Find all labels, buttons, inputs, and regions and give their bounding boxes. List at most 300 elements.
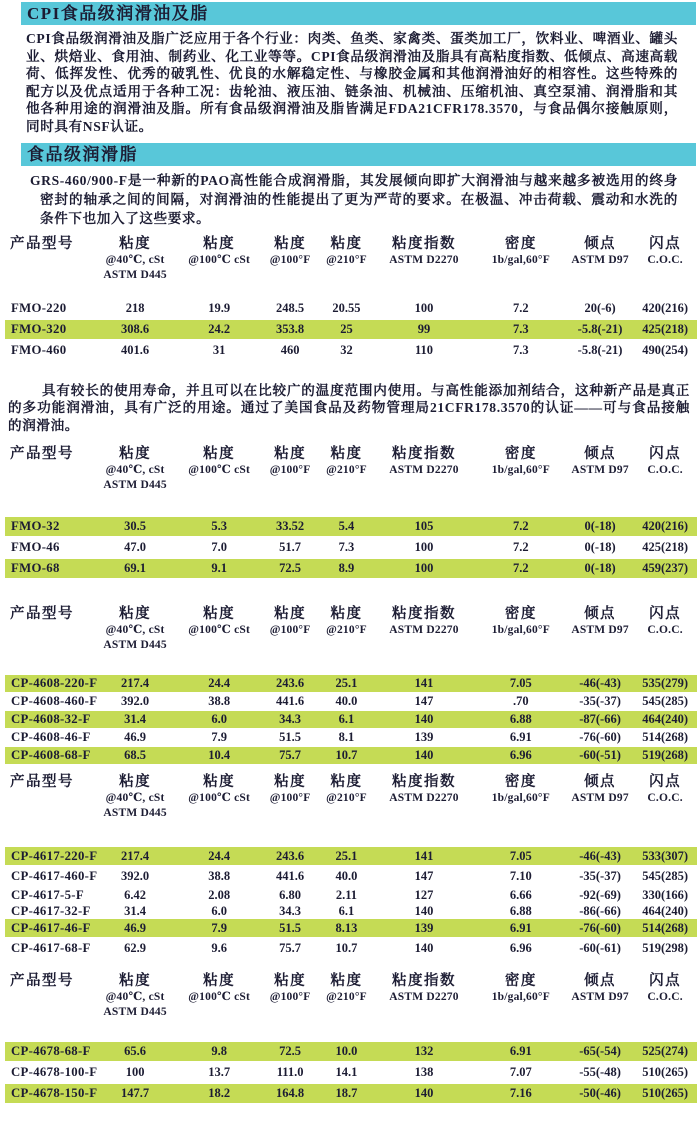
value-cell: 24.4 [208, 676, 231, 691]
header-sub-label: @100℃ cSt [188, 624, 251, 637]
value-cell: 425(218) [642, 540, 689, 555]
header-label: 粘度指数 [391, 774, 456, 791]
value-cell: 545(285) [642, 869, 689, 884]
header-label: 粘度指数 [391, 446, 456, 463]
value-cell: 141 [414, 676, 434, 691]
value-cell: 401.6 [121, 342, 150, 357]
column-header [373, 236, 475, 268]
value-cell: 31 [212, 342, 226, 357]
value-cell: 217.4 [121, 849, 150, 864]
header-label: 密度 [504, 446, 537, 463]
value-cell: 51.7 [279, 540, 302, 555]
column-header [475, 236, 567, 268]
header-sub-label: @100°F [269, 792, 311, 805]
column-header [633, 236, 697, 268]
value-cell: -92(-69) [579, 888, 621, 903]
value-cell: -46(-43) [579, 849, 621, 864]
header-label: 倾点 [584, 235, 617, 252]
value-cell: 140 [414, 712, 434, 727]
product-model-cell: CP-4617-220-F [11, 849, 98, 864]
value-cell: 40.0 [335, 694, 358, 709]
header-label: 闪点 [649, 606, 682, 623]
header-sub-label: @40℃, cSt [105, 991, 165, 1004]
value-cell: 217.4 [121, 676, 150, 691]
value-cell: 459(237) [642, 561, 689, 576]
header-sub-label: @100℃ cSt [188, 464, 251, 477]
table-header-row [5, 606, 697, 653]
table-row [5, 729, 697, 746]
value-cell: 105 [414, 519, 434, 534]
value-cell: 330(166) [642, 888, 689, 903]
product-model-cell: CP-4617-460-F [11, 869, 98, 884]
header-label: 密度 [504, 774, 537, 791]
column-header-product [5, 973, 92, 990]
value-cell: 243.6 [276, 849, 305, 864]
header-sub-label: ASTM D445 [103, 1006, 167, 1019]
column-header [178, 973, 260, 1005]
value-cell: 243.6 [276, 676, 305, 691]
value-cell: 140 [414, 904, 434, 919]
value-cell: 6.96 [509, 748, 532, 763]
column-header [92, 973, 178, 1020]
column-header [567, 973, 633, 1005]
header-label: 粘度 [274, 446, 307, 463]
value-cell: -5.8(-21) [577, 321, 623, 336]
column-header [260, 446, 320, 478]
header-sub-label: 1b/gal,60°F [491, 792, 550, 805]
header-label: 倾点 [584, 973, 617, 990]
column-header [320, 236, 373, 268]
header-sub-label: @40℃, cSt [105, 253, 165, 266]
value-cell: 75.7 [279, 941, 302, 956]
value-cell: 25.1 [335, 676, 358, 691]
header-label: 粘度指数 [391, 973, 456, 990]
product-model-cell: CP-4608-32-F [11, 712, 91, 727]
value-cell: 24.4 [208, 849, 231, 864]
value-cell: 164.8 [276, 1086, 305, 1101]
value-cell: -35(-37) [579, 694, 621, 709]
value-cell: 6.96 [509, 941, 532, 956]
header-label: 闪点 [649, 235, 682, 252]
value-cell: 20.55 [332, 300, 361, 315]
product-model-cell: FMO-32 [11, 519, 60, 534]
header-label: 闪点 [649, 446, 682, 463]
value-cell: 7.2 [513, 561, 529, 576]
value-cell: 6.88 [509, 712, 532, 727]
value-cell: 140 [414, 748, 434, 763]
table-header-row [5, 446, 697, 493]
value-cell: -86(-66) [579, 904, 621, 919]
table-row [5, 538, 697, 557]
value-cell: 62.9 [124, 941, 147, 956]
value-cell: 8.1 [338, 730, 355, 745]
header-sub-label: ASTM D2270 [389, 792, 459, 805]
header-label: 粘度 [119, 606, 152, 623]
header-sub-label: @210°F [326, 991, 367, 1004]
value-cell: 30.5 [124, 519, 147, 534]
value-cell: 8.13 [335, 921, 358, 936]
table-row [5, 847, 697, 865]
value-cell: 464(240) [642, 712, 689, 727]
mid-paragraph: 具有较长的使用寿命，并且可以在比较广的温度范围内使用。与高性能添加剂结合，这种新产品是真正的多功能润滑油，具有广泛的用途。通过了美国食品及药物管理局21CFR178.3570的认证——可与食品接触的润滑油。 [8, 382, 690, 433]
value-cell: 519(268) [642, 748, 689, 763]
value-cell: 6.1 [338, 712, 355, 727]
value-cell: 140 [414, 1086, 434, 1101]
value-cell: 100 [125, 1065, 145, 1080]
value-cell: 420(216) [642, 519, 689, 534]
column-header-product [5, 236, 92, 253]
header-label: 粘度 [274, 606, 307, 623]
value-cell: 141 [414, 849, 434, 864]
value-cell: 72.5 [279, 561, 302, 576]
value-cell: 111.0 [276, 1065, 304, 1080]
value-cell: 514(268) [642, 921, 689, 936]
column-header [475, 446, 567, 478]
value-cell: 20(-6) [584, 300, 616, 315]
table-row [5, 903, 697, 919]
value-cell: 25.1 [335, 849, 358, 864]
header-label: 倾点 [584, 774, 617, 791]
value-cell: 13.7 [208, 1065, 231, 1080]
value-cell: 519(298) [642, 941, 689, 956]
header-sub-label: ASTM D445 [103, 479, 167, 492]
table-row [5, 675, 697, 692]
value-cell: 140 [414, 941, 434, 956]
value-cell: 7.9 [211, 921, 227, 936]
value-cell: 514(268) [642, 730, 689, 745]
value-cell: 7.0 [211, 540, 227, 555]
value-cell: -60(-61) [579, 941, 621, 956]
value-cell: 100 [414, 540, 434, 555]
value-cell: 6.1 [338, 904, 355, 919]
value-cell: 7.2 [513, 540, 529, 555]
value-cell: 533(307) [642, 849, 689, 864]
header-label: 闪点 [649, 973, 682, 990]
header-label: 粘度 [203, 973, 236, 990]
table-row [5, 747, 697, 764]
value-cell: 132 [414, 1044, 434, 1059]
header-label: 产品型号 [10, 973, 74, 990]
value-cell: 353.8 [276, 321, 305, 336]
header-label: 密度 [504, 606, 537, 623]
column-header [567, 446, 633, 478]
value-cell: 38.8 [208, 694, 231, 709]
product-model-cell: CP-4617-46-F [11, 921, 91, 936]
value-cell: 139 [414, 730, 434, 745]
table-body [5, 847, 697, 957]
value-cell: 34.3 [279, 904, 302, 919]
value-cell: 248.5 [276, 300, 305, 315]
product-model-cell: CP-4608-46-F [11, 730, 91, 745]
header-sub-label: 1b/gal,60°F [491, 253, 550, 266]
section-title-oils: CPI食品级润滑油及脂 [21, 2, 696, 25]
value-cell: 7.3 [513, 321, 529, 336]
value-cell: 147 [414, 694, 434, 709]
header-label: 密度 [504, 973, 537, 990]
value-cell: 545(285) [642, 694, 689, 709]
header-sub-label: ASTM D97 [571, 792, 629, 805]
product-model-cell: CP-4678-68-F [11, 1044, 91, 1059]
value-cell: -76(-60) [579, 730, 621, 745]
product-model-cell: CP-4617-5-F [11, 888, 84, 903]
value-cell: 10.4 [208, 748, 231, 763]
value-cell: 33.52 [276, 519, 305, 534]
header-label: 产品型号 [10, 774, 74, 791]
value-cell: -5.8(-21) [577, 342, 623, 357]
header-sub-label: @100°F [269, 253, 311, 266]
spec-table-fmo-heavy [5, 236, 697, 360]
header-sub-label: 1b/gal,60°F [491, 624, 550, 637]
table-row [5, 711, 697, 728]
header-sub-label: @100℃ cSt [188, 792, 251, 805]
value-cell: 9.1 [211, 561, 227, 576]
value-cell: 0(-18) [584, 540, 616, 555]
header-label: 粘度 [330, 235, 363, 252]
spec-table-cp4678 [5, 973, 697, 1103]
table-row [5, 320, 697, 339]
header-label: 产品型号 [10, 606, 74, 623]
value-cell: 6.80 [279, 888, 302, 903]
value-cell: 18.7 [335, 1086, 358, 1101]
column-header-product [5, 774, 92, 791]
header-sub-label: @210°F [326, 464, 367, 477]
header-sub-label: ASTM D97 [571, 253, 629, 266]
header-label: 粘度 [330, 774, 363, 791]
header-sub-label: ASTM D2270 [389, 253, 459, 266]
column-header [320, 446, 373, 478]
value-cell: 8.9 [338, 561, 355, 576]
product-model-cell: FMO-320 [11, 321, 67, 336]
column-header [567, 236, 633, 268]
column-header [633, 446, 697, 478]
value-cell: 72.5 [279, 1044, 302, 1059]
value-cell: 31.4 [124, 712, 147, 727]
column-header [320, 606, 373, 638]
value-cell: 25 [340, 321, 353, 336]
table-row [5, 299, 697, 318]
header-label: 粘度 [203, 446, 236, 463]
table-body [5, 299, 697, 360]
column-header [92, 606, 178, 653]
table-row [5, 693, 697, 710]
value-cell: 392.0 [121, 869, 150, 884]
value-cell: -55(-48) [579, 1065, 621, 1080]
value-cell: 6.91 [509, 1044, 532, 1059]
header-sub-label: ASTM D2270 [389, 624, 459, 637]
column-header [567, 774, 633, 806]
header-sub-label: @100℃ cSt [188, 991, 251, 1004]
header-label: 粘度 [203, 235, 236, 252]
header-sub-label: @40℃, cSt [105, 624, 165, 637]
value-cell: 7.10 [509, 869, 532, 884]
column-header [260, 606, 320, 638]
value-cell: 0(-18) [584, 561, 616, 576]
header-sub-label: @100°F [269, 464, 311, 477]
header-sub-label: @40℃, cSt [105, 792, 165, 805]
table-row [5, 939, 697, 957]
header-label: 粘度 [203, 606, 236, 623]
intro-paragraph: CPI食品级润滑油及脂广泛应用于各个行业：肉类、鱼类、家禽类、蛋类加工厂，饮料业、啤酒业、罐头业、烘焙业、食用油、制药业、化工业等等。CPI食品级润滑油及脂具有高粘度指数、低倾点、高速高载荷、低挥发性、优秀的破乳性、优良的水解稳定性、与橡胶金属和其他润滑油好的相容性。这些特殊的配方以及优点适用于各种工况：齿轮油、液压油、链条油、机械油、压缩机油、真空泵浦、润滑脂和其他各种用途的润滑油及脂。所有食品级润滑油及脂皆满足FDA21CFR178.3570，与食品偶尔接触原则，同时具有NSF认证。 [26, 31, 678, 134]
header-label: 粘度 [203, 774, 236, 791]
value-cell: 9.8 [211, 1044, 227, 1059]
column-header [178, 236, 260, 268]
value-cell: 9.6 [211, 941, 227, 956]
value-cell: 32 [340, 342, 353, 357]
product-model-cell: FMO-220 [11, 300, 67, 315]
section-title-grease: 食品级润滑脂 [21, 143, 696, 166]
table-body [5, 675, 697, 764]
column-header-product [5, 606, 92, 623]
header-sub-label: 1b/gal,60°F [491, 991, 550, 1004]
table-row [5, 919, 697, 937]
column-header [475, 973, 567, 1005]
column-header [320, 973, 373, 1005]
column-header [633, 606, 697, 638]
grease-paragraph: GRS-460/900-F是一种新的PAO高性能合成润滑脂，其发展倾向即扩大润滑油与越来越多被选用的终身密封的轴承之间的间隔，对润滑油的性能提出了更为严苛的要求。在极温、冲击荷载、震动和水洗的条件下也加入了这些要求。 [30, 172, 678, 226]
header-label: 粘度 [330, 973, 363, 990]
value-cell: 6.66 [509, 888, 532, 903]
header-label: 粘度 [274, 235, 307, 252]
value-cell: .70 [513, 694, 529, 709]
product-model-cell: CP-4608-460-F [11, 694, 98, 709]
value-cell: 525(274) [642, 1044, 689, 1059]
column-header [92, 236, 178, 283]
column-header [633, 774, 697, 806]
value-cell: 7.05 [509, 676, 532, 691]
value-cell: 51.5 [279, 921, 302, 936]
value-cell: -60(-51) [579, 748, 621, 763]
value-cell: -76(-60) [579, 921, 621, 936]
header-sub-label: @100°F [269, 991, 311, 1004]
value-cell: 441.6 [276, 694, 305, 709]
value-cell: 7.3 [338, 540, 355, 555]
value-cell: -65(-54) [579, 1044, 621, 1059]
value-cell: 308.6 [121, 321, 150, 336]
value-cell: 100 [414, 300, 434, 315]
column-header [178, 446, 260, 478]
value-cell: 65.6 [124, 1044, 147, 1059]
value-cell: 40.0 [335, 869, 358, 884]
value-cell: 7.2 [513, 519, 529, 534]
header-sub-label: C.O.C. [647, 464, 683, 477]
column-header [373, 973, 475, 1005]
column-header [633, 973, 697, 1005]
value-cell: 100 [414, 561, 434, 576]
value-cell: 420(216) [642, 300, 689, 315]
value-cell: 46.9 [124, 730, 147, 745]
column-header [373, 774, 475, 806]
header-label: 粘度 [119, 973, 152, 990]
product-model-cell: CP-4608-68-F [11, 748, 91, 763]
value-cell: 7.05 [509, 849, 532, 864]
header-sub-label: ASTM D445 [103, 268, 167, 281]
value-cell: 5.4 [338, 519, 355, 534]
value-cell: 218 [125, 300, 145, 315]
spec-table-cp4617 [5, 774, 697, 957]
column-header [373, 606, 475, 638]
value-cell: 147 [414, 869, 434, 884]
value-cell: 490(254) [642, 342, 689, 357]
header-sub-label: ASTM D97 [571, 464, 629, 477]
value-cell: -46(-43) [579, 676, 621, 691]
product-model-cell: CP-4617-68-F [11, 941, 91, 956]
product-model-cell: FMO-460 [11, 342, 67, 357]
product-model-cell: CP-4608-220-F [11, 676, 98, 691]
value-cell: 510(265) [642, 1065, 689, 1080]
value-cell: 7.2 [513, 300, 529, 315]
header-sub-label: ASTM D97 [571, 624, 629, 637]
header-sub-label: @100°F [269, 624, 311, 637]
value-cell: 14.1 [335, 1065, 358, 1080]
value-cell: 31.4 [124, 904, 147, 919]
value-cell: 441.6 [276, 869, 305, 884]
value-cell: 10.7 [335, 748, 358, 763]
value-cell: 0(-18) [584, 519, 616, 534]
value-cell: 7.3 [513, 342, 529, 357]
header-label: 粘度指数 [391, 235, 456, 252]
header-label: 倾点 [584, 446, 617, 463]
product-model-cell: CP-4678-150-F [11, 1086, 98, 1101]
value-cell: 460 [280, 342, 300, 357]
value-cell: 464(240) [642, 904, 689, 919]
table-body [5, 1042, 697, 1103]
header-sub-label: 1b/gal,60°F [491, 464, 550, 477]
header-label: 密度 [504, 235, 537, 252]
header-sub-label: C.O.C. [647, 624, 683, 637]
value-cell: 34.3 [279, 712, 302, 727]
value-cell: -35(-37) [579, 869, 621, 884]
header-sub-label: C.O.C. [647, 792, 683, 805]
table-row [5, 1063, 697, 1082]
header-label: 粘度 [119, 235, 152, 252]
value-cell: 6.0 [211, 712, 227, 727]
value-cell: 6.88 [509, 904, 532, 919]
header-sub-label: C.O.C. [647, 991, 683, 1004]
product-model-cell: FMO-46 [11, 540, 60, 555]
table-header-row [5, 973, 697, 1020]
header-sub-label: @100℃ cSt [188, 253, 251, 266]
value-cell: -50(-46) [579, 1086, 621, 1101]
value-cell: 110 [414, 342, 433, 357]
value-cell: 38.8 [208, 869, 231, 884]
value-cell: 24.2 [208, 321, 231, 336]
value-cell: 425(218) [642, 321, 689, 336]
value-cell: 5.3 [211, 519, 227, 534]
product-model-cell: CP-4617-32-F [11, 904, 91, 919]
header-label: 粘度 [330, 446, 363, 463]
value-cell: 139 [414, 921, 434, 936]
table-row [5, 867, 697, 885]
header-sub-label: ASTM D445 [103, 639, 167, 652]
header-label: 粘度指数 [391, 606, 456, 623]
value-cell: 99 [417, 321, 431, 336]
header-label: 闪点 [649, 774, 682, 791]
header-label: 粘度 [274, 973, 307, 990]
column-header [475, 774, 567, 806]
column-header [567, 606, 633, 638]
value-cell: 138 [414, 1065, 434, 1080]
header-label: 粘度 [330, 606, 363, 623]
product-model-cell: FMO-68 [11, 561, 60, 576]
value-cell: 68.5 [124, 748, 147, 763]
value-cell: 392.0 [121, 694, 150, 709]
table-row [5, 1084, 697, 1103]
value-cell: 6.42 [124, 888, 147, 903]
table-row [5, 517, 697, 536]
value-cell: 7.07 [509, 1065, 532, 1080]
table-row [5, 559, 697, 578]
spec-table-fmo-light [5, 446, 697, 578]
